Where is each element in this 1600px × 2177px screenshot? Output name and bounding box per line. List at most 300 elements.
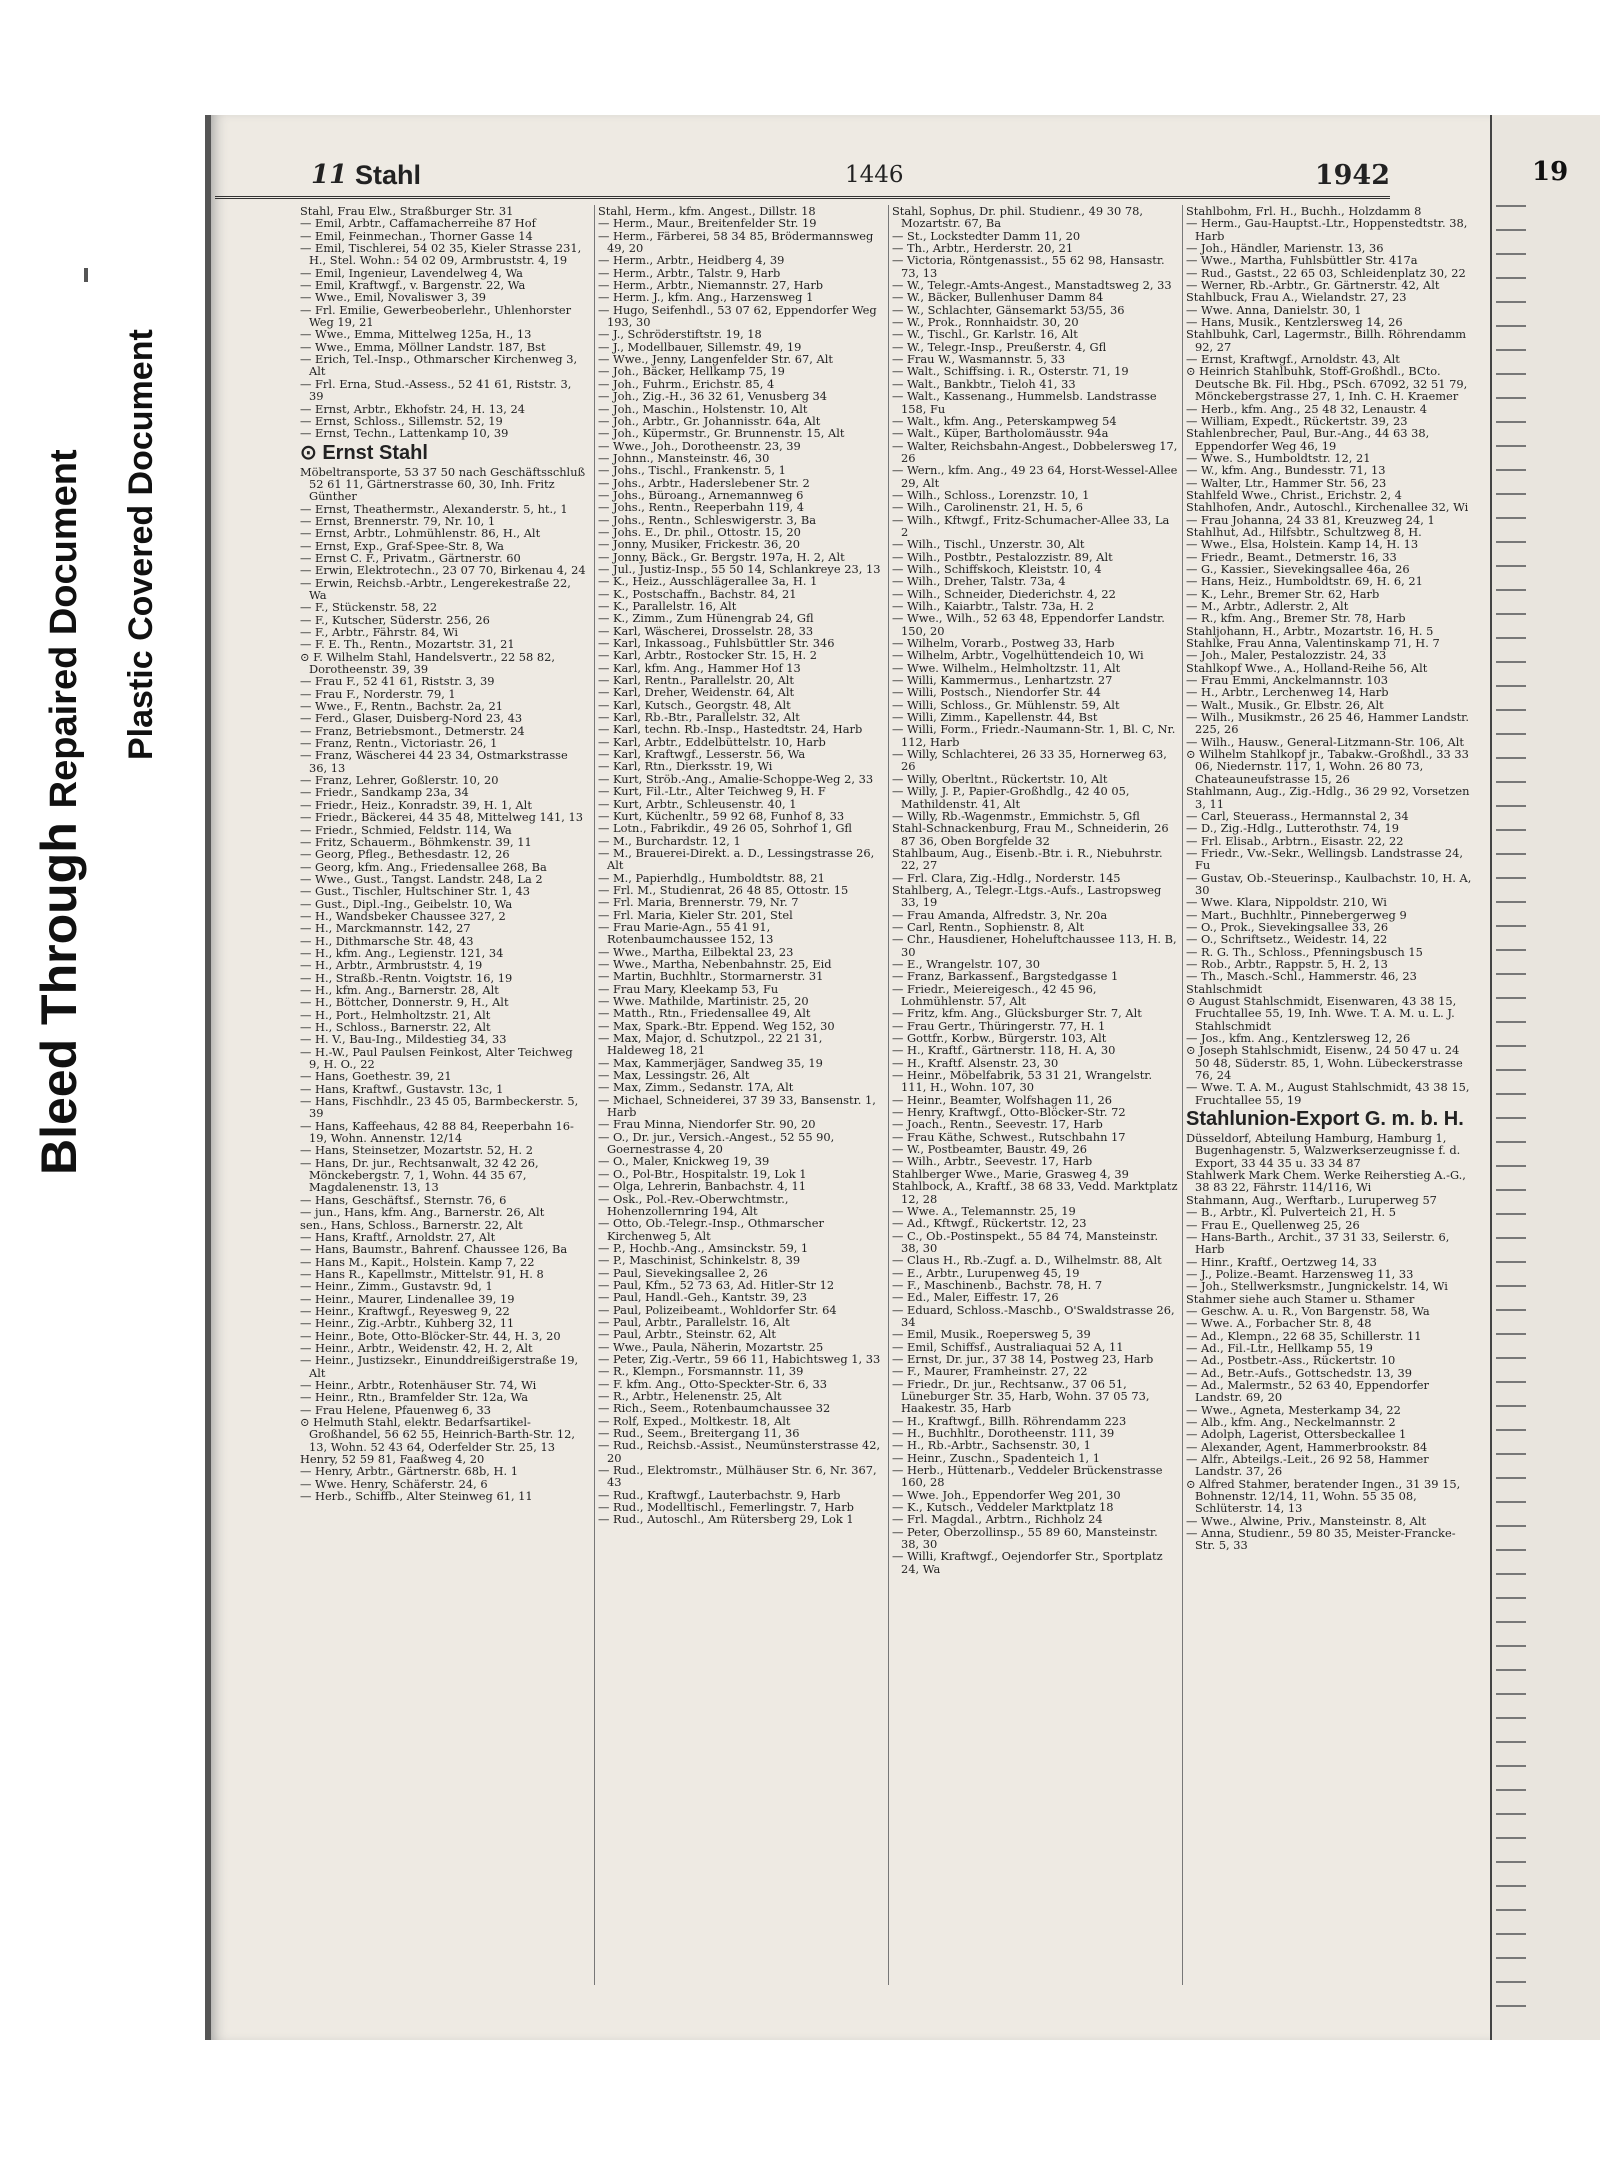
bleed-through-stamp bbox=[30, 449, 88, 1175]
directory-entry: sen., Hans, Schloss., Barnerstr. 22, Alt bbox=[300, 1217, 523, 1232]
directory-entry: — Heinr., Zuschn., Spadenteich 1, 1 bbox=[892, 1450, 1101, 1465]
directory-entry: — Frau F., 52 41 61, Riststr. 3, 39 bbox=[300, 674, 495, 689]
directory-entry: — Rud., Modelltischl., Femerlingstr. 7, Harb bbox=[598, 1500, 854, 1515]
directory-entry: — Wwe., Martha, Fuhlsbüttler Str. 417a bbox=[1186, 253, 1418, 268]
directory-entry: — Henry, Arbtr., Gärtnerstr. 68b, H. 1 bbox=[300, 1464, 518, 1479]
directory-entry: — Walt., Kassenang., Hummelsb. Landstrasse 158, Fu bbox=[892, 389, 1157, 416]
directory-entry: — Hans, Musik., Kentzlersweg 14, 26 bbox=[1186, 315, 1403, 330]
directory-entry: — Frl. Elisab., Arbtrn., Eisastr. 22, 22 bbox=[1186, 833, 1404, 848]
directory-entry: — Wilh., Schloss., Lorenzstr. 10, 1 bbox=[892, 487, 1090, 502]
directory-entry: — Adolph, Lagerist, Ottersbeckallee 1 bbox=[1186, 1427, 1407, 1442]
directory-entry: — Frl. Maria, Brennerstr. 79, Nr. 7 bbox=[598, 895, 799, 910]
directory-entry: Henry, 52 59 81, Faaßweg 4, 20 bbox=[300, 1452, 485, 1467]
directory-entry: — Max, Spark.-Btr. Eppend. Weg 152, 30 bbox=[598, 1018, 835, 1033]
directory-entry: — Frau W., Wasmannstr. 5, 33 bbox=[892, 352, 1066, 367]
directory-entry: — W., Bäcker, Bullenhuser Damm 84 bbox=[892, 290, 1104, 305]
directory-entry: — Wwe. Klara, Nippoldstr. 210, Wi bbox=[1186, 895, 1387, 910]
next-page-text-fragment bbox=[1496, 1285, 1526, 1287]
next-page-text-fragment bbox=[1496, 325, 1526, 327]
directory-entry: — Hans, Baumstr., Bahrenf. Chaussee 126, Ba bbox=[300, 1242, 568, 1257]
next-page-text-fragment bbox=[1496, 853, 1526, 855]
directory-entry: — Fritz, Schauerm., Böhmkenstr. 39, 11 bbox=[300, 834, 532, 849]
directory-entry: — R. G. Th., Schloss., Pfenningsbusch 15 bbox=[1186, 944, 1423, 959]
directory-entry: — Frau F., Norderstr. 79, 1 bbox=[300, 686, 456, 701]
directory-entry: — Ernst C. F., Privatm., Gärtnerstr. 60 bbox=[300, 550, 521, 565]
directory-entry: Stahljohann, H., Arbtr., Mozartstr. 16, H. 5 bbox=[1186, 623, 1434, 638]
next-page-text-fragment bbox=[1496, 565, 1526, 567]
directory-entry: — Werner, Rb.-Arbtr., Gr. Gärtnerstr. 42, Alt bbox=[1186, 278, 1440, 293]
directory-entry: — R., kfm. Ang., Bremer Str. 78, Harb bbox=[1186, 611, 1406, 626]
next-page-text-fragment bbox=[1496, 1813, 1526, 1815]
directory-entry: — Frau Mary, Kleekamp 53, Fu bbox=[598, 981, 779, 996]
next-page-text-fragment bbox=[1496, 1741, 1526, 1743]
next-page-text-fragment bbox=[1496, 1093, 1526, 1095]
directory-entry: — Claus H., Rb.-Zugf. a. D., Wilhelmstr. 88, Alt bbox=[892, 1253, 1162, 1268]
directory-entry: — O., Pol-Btr., Hospitalstr. 19, Lok 1 bbox=[598, 1166, 807, 1181]
directory-entry: — Frau Helene, Pfauenweg 6, 33 bbox=[300, 1402, 491, 1417]
directory-entry: — Ad., Kftwgf., Rückertstr. 12, 23 bbox=[892, 1216, 1087, 1231]
directory-entry: — Franz, Wäscherei 44 23 34, Ostmarkstrasse 36, 13 bbox=[300, 748, 568, 775]
directory-entry: — Ferd., Glaser, Duisberg-Nord 23, 43 bbox=[300, 711, 523, 726]
directory-entry: — Joh., Stellwerksmstr., Jungnickelstr. 14, Wi bbox=[1186, 1279, 1448, 1294]
directory-entry: — Joach., Rentn., Seevestr. 17, Harb bbox=[892, 1117, 1103, 1132]
directory-entry: — Johs., Arbtr., Haderslebener Str. 2 bbox=[598, 475, 810, 490]
next-page-text-fragment bbox=[1496, 733, 1526, 735]
directory-entry: Stahlwerk Mark Chem. Werke Reiherstieg A.-G., 38 83 22, Fährstr. 114/116, Wi bbox=[1186, 1168, 1466, 1195]
directory-entry: Stahmann, Aug., Werftarb., Luruperweg 57 bbox=[1186, 1192, 1437, 1207]
directory-entry: — Wilh., Arbtr., Seevestr. 17, Harb bbox=[892, 1154, 1093, 1169]
directory-entry: — Wilh., Schiffskoch, Kleiststr. 10, 4 bbox=[892, 561, 1102, 576]
next-page-text-fragment bbox=[1496, 1861, 1526, 1863]
directory-entry: — W., Prok., Ronnhaidstr. 30, 20 bbox=[892, 315, 1079, 330]
directory-entry: — J., Schröderstiftstr. 19, 18 bbox=[598, 327, 762, 342]
directory-entry: Stahlunion-Export G. m. b. H. bbox=[1186, 1108, 1464, 1131]
next-page-text-fragment bbox=[1496, 1045, 1526, 1047]
directory-entry: — Hans, Geschäftsf., Sternstr. 76, 6 bbox=[300, 1192, 507, 1207]
directory-entry: — Rud., Autoschl., Am Rütersberg 29, Lok 1 bbox=[598, 1512, 854, 1527]
directory-entry: — Ernst, Exp., Graf-Spee-Str. 8, Wa bbox=[300, 538, 504, 553]
directory-entry: — Heinr., Maurer, Lindenallee 39, 19 bbox=[300, 1291, 515, 1306]
directory-entry: — H. V., Bau-Ing., Mildestieg 34, 33 bbox=[300, 1032, 507, 1047]
directory-entry: — H., Port., Helmholtzstr. 21, Alt bbox=[300, 1007, 491, 1022]
directory-entry: — Frl. Erna, Stud.-Assess., 52 41 61, Riststr. 3, 39 bbox=[300, 376, 572, 404]
directory-entry: — Wilh., Musikmstr., 26 25 46, Hammer Landstr. 225, 26 bbox=[1186, 710, 1469, 737]
directory-entry: — Frau Marie-Agn., 55 41 91, Rotenbaumchaussee 152, 13 bbox=[598, 919, 774, 947]
directory-entry: — Herm., Arbtr., Talstr. 9, Harb bbox=[598, 265, 781, 280]
directory-entry: — H., Arbtr., Armbruststr. 4, 19 bbox=[300, 958, 483, 973]
next-page-text-fragment bbox=[1496, 1525, 1526, 1527]
next-page-text-fragment bbox=[1496, 397, 1526, 399]
directory-entry: — Henry, Kraftwgf., Otto-Blöcker-Str. 72 bbox=[892, 1105, 1126, 1120]
directory-entry: — Emil, Tischlerei, 54 02 35, Kieler Strasse 231, H., Stel. Wohn.: 54 02 09, Armbruststr. 4, 19 bbox=[300, 241, 582, 268]
directory-entry: — Wwe., Martha, Eilbektal 23, 23 bbox=[598, 944, 794, 959]
directory-entry: — Wilh., Schneider, Diederichstr. 4, 22 bbox=[892, 586, 1116, 601]
directory-entry: — O., Schriftsetz., Weidestr. 14, 22 bbox=[1186, 932, 1388, 947]
directory-entry: — Wilh., Postbtr., Pestalozzistr. 89, Alt bbox=[892, 549, 1113, 564]
next-page-text-fragment bbox=[1496, 205, 1526, 207]
directory-entry: — Heinr., Rtn., Bramfelder Str. 12a, Wa bbox=[300, 1390, 529, 1405]
directory-entry: — Peter, Zig.-Vertr., 59 66 11, Habichtsweg 1, 33 bbox=[598, 1351, 881, 1366]
directory-entry: — Mart., Buchhltr., Pinnebergerweg 9 bbox=[1186, 907, 1407, 922]
directory-entry: — Frau Minna, Niendorfer Str. 90, 20 bbox=[598, 1117, 816, 1132]
directory-entry: Möbeltransporte, 53 37 50 nach Geschäftsschluß 52 61 11, Gärtnerstrasse 60, 30, Inh. Fritz Günther bbox=[300, 464, 586, 504]
directory-entry: — Joh., Fuhrm., Erichstr. 85, 4 bbox=[598, 376, 775, 391]
directory-entry: — Karl, Rb.-Btr., Parallelstr. 32, Alt bbox=[598, 710, 800, 725]
directory-entry: — Walt., Musik., Gr. Elbstr. 26, Alt bbox=[1186, 697, 1384, 712]
directory-entry: — Gust., Dipl.-Ing., Geibelstr. 10, Wa bbox=[300, 896, 513, 911]
next-page-heading: 19 bbox=[1532, 157, 1569, 187]
directory-entry: — Wwe. A., Forbacher Str. 8, 48 bbox=[1186, 1316, 1372, 1331]
directory-entry: — Max, Zimm., Sedanstr. 17A, Alt bbox=[598, 1080, 794, 1095]
next-page-text-fragment bbox=[1496, 1981, 1526, 1983]
directory-entry: — Alfr., Abteilgs.-Leit., 26 92 58, Hammer Landstr. 37, 26 bbox=[1186, 1452, 1429, 1479]
directory-entry: — Fritz, kfm. Ang., Glücksburger Str. 7, Alt bbox=[892, 1006, 1142, 1021]
directory-entry: — Frl. M., Studienrat, 26 48 85, Ottostr. 15 bbox=[598, 882, 849, 897]
directory-entry: — Ernst, Arbtr., Ekhofstr. 24, H. 13, 24 bbox=[300, 401, 525, 416]
directory-entry: — Wilhelm, Arbtr., Vogelhüttendeich 10, Wi bbox=[892, 648, 1144, 663]
directory-entry: — Rob., Arbtr., Rappstr. 5, H. 2, 13 bbox=[1186, 956, 1388, 971]
next-page-text-fragment bbox=[1496, 1765, 1526, 1767]
next-page-text-fragment bbox=[1496, 1645, 1526, 1647]
directory-entry: — H., Schloss., Barnerstr. 22, Alt bbox=[300, 1020, 491, 1034]
directory-entry: — Anna, Studienr., 59 80 35, Meister-Francke-Str. 5, 33 bbox=[1186, 1526, 1456, 1553]
directory-entry: — Erwin, Reichsb.-Arbtr., Lengerekestraße 22, Wa bbox=[300, 575, 571, 602]
directory-entry: — Wwe., Emil, Novaliswег 3, 39 bbox=[300, 290, 486, 305]
directory-entry: — Karl, Wäscherei, Drosselstr. 28, 33 bbox=[598, 623, 814, 638]
directory-entry: — H., Wandsbeker Chaussee 327, 2 bbox=[300, 908, 506, 923]
next-page-text-fragment bbox=[1496, 493, 1526, 495]
directory-entry: — Joh., Maler, Pestalozzistr. 24, 33 bbox=[1186, 648, 1387, 663]
directory-entry: ⊙ Heinrich Stahlbuhk, Stoff-Großhdl., BCto. Deutsche Bk. Fil. Hbg., PSch. 67092, 32 51 79, Mönckebergstrasse 27, 1, Inh. C. H. Kraemer bbox=[1186, 364, 1468, 404]
directory-entry: — Ad., Malermstr., 52 63 40, Eppendorfer Landstr. 69, 20 bbox=[1186, 1377, 1429, 1405]
directory-entry: — St., Lockstedter Damm 11, 20 bbox=[892, 228, 1081, 243]
directory-entry: Stahl, Frau Elw., Straßburger Str. 31 bbox=[300, 205, 514, 218]
next-page-text-fragment bbox=[1496, 229, 1526, 231]
directory-entry: — jun., Hans, kfm. Ang., Barnerstr. 26, Alt bbox=[300, 1205, 545, 1220]
directory-entry: — Wwe., Wilh., 52 63 48, Eppendorfer Landstr. 150, 20 bbox=[892, 611, 1165, 638]
directory-entry: — Th., Masch.-Schl., Hammerstr. 46, 23 bbox=[1186, 969, 1417, 984]
directory-entry: — Frl. Emilie, Gewerbeoberlehr., Uhlenhorster Weg 19, 21 bbox=[300, 302, 572, 330]
next-page-text-fragment bbox=[1496, 709, 1526, 711]
directory-entry: — Johs. E., Dr. phil., Ottostr. 15, 20 bbox=[598, 524, 801, 539]
directory-entry: — Wwe. Wilhelm., Helmholtzstr. 11, Alt bbox=[892, 660, 1121, 675]
next-page-text-fragment bbox=[1496, 1237, 1526, 1239]
directory-entry: — Wwe. S., Humboldtstr. 12, 21 bbox=[1186, 450, 1371, 465]
directory-entry: — Paul, Handl.-Geh., Kantstr. 39, 23 bbox=[598, 1290, 807, 1305]
directory-entry: — Georg, Pfleg., Bethesdastr. 12, 26 bbox=[300, 847, 510, 862]
directory-entry: — Karl, Kraftwgf., Lesserstr. 56, Wa bbox=[598, 747, 806, 762]
directory-entry: — Herb., Schiffb., Alter Steinweg 61, 11 bbox=[300, 1489, 533, 1504]
next-page-text-fragment bbox=[1496, 1453, 1526, 1455]
directory-entry: Stahlmann, Aug., Zig.-Hdlg., 36 29 92, Vorsetzen 3, 11 bbox=[1186, 784, 1470, 811]
directory-entry: — F., Kutscher, Süderstr. 256, 26 bbox=[300, 612, 490, 627]
directory-entry: — R., Arbtr., Helenenstr. 25, Alt bbox=[598, 1389, 782, 1403]
directory-entry: — Johs., Rentn., Reeperbahn 119, 4 bbox=[598, 500, 805, 515]
next-page-text-fragment bbox=[1496, 685, 1526, 687]
next-page-text-fragment bbox=[1496, 925, 1526, 927]
directory-entry: — Max, Major, d. Schutzpol., 22 21 31, Haldeweg 18, 21 bbox=[598, 1031, 823, 1058]
directory-entry: — Jonny, Musiker, Frickestr. 36, 20 bbox=[598, 537, 800, 552]
directory-entry: — J., Modellbauer, Sillemstr. 49, 19 bbox=[598, 339, 802, 354]
directory-entry: — R., Klempn., Forsmannstr. 11, 39 bbox=[598, 1364, 804, 1379]
directory-entry: — F. E. Th., Rentn., Mozartstr. 31, 21 bbox=[300, 637, 515, 652]
directory-entry: Stahlhofen, Andr., Autoschl., Kirchenallee 32, Wi bbox=[1186, 500, 1469, 515]
directory-entry: — Walter, Reichsbahn-Angest., Dobbelersweg 17, 26 bbox=[892, 438, 1178, 465]
directory-entry: — Wwe. Anna, Danielstr. 30, 1 bbox=[1186, 302, 1362, 317]
directory-entry: — Willi, Form., Friedr.-Naumann-Str. 1, Bl. C, Nr. 112, Harb bbox=[892, 722, 1176, 749]
directory-entry: — Heinr., Möbelfabrik, 53 31 21, Wrangelstr. 111, H., Wohn. 107, 30 bbox=[892, 1068, 1153, 1095]
directory-entry: — Eduard, Schloss.-Maschb., O'Swaldstrasse 26, 34 bbox=[892, 1302, 1175, 1329]
directory-entry: — Hans, Steinsetzer, Mozartstr. 52, H. 2 bbox=[300, 1143, 533, 1158]
directory-entry: — Heinr., Arbtr., Rotenhäuser Str. 74, Wi bbox=[300, 1377, 537, 1392]
next-page-text-fragment bbox=[1496, 1573, 1526, 1575]
directory-entry: — W., kfm. Ang., Bundesstr. 71, 13 bbox=[1186, 463, 1386, 478]
next-page-text-fragment bbox=[1496, 541, 1526, 543]
next-page-text-fragment bbox=[1496, 1357, 1526, 1359]
next-page-sliver bbox=[1490, 115, 1600, 2040]
directory-entry: — Otto, Ob.-Telegr.-Insp., Othmarscher Kirchenweg 5, Alt bbox=[598, 1216, 824, 1243]
directory-entry: — Walter, Ltr., Hammer Str. 56, 23 bbox=[1186, 475, 1387, 490]
directory-entry: — Heinr., Arbtr., Weidenstr. 42, H. 2, Alt bbox=[300, 1340, 533, 1355]
directory-entry: Stahlenbrecher, Paul, Bur.-Ang., 44 63 38, Eppendorfer Weg 46, 19 bbox=[1186, 426, 1430, 453]
directory-entry: — H., Straßb.-Rentn. Voigtstr. 16, 19 bbox=[300, 970, 513, 985]
directory-entry: — Joh., Maschin., Holstenstr. 10, Alt bbox=[598, 401, 808, 416]
next-page-text-fragment bbox=[1496, 757, 1526, 759]
directory-entry: — K., Parallelstr. 16, Alt bbox=[598, 599, 737, 613]
directory-entry: Stahlfeld Wwe., Christ., Erichstr. 2, 4 bbox=[1186, 487, 1402, 502]
directory-entry: — Wilh., Dreher, Talstr. 73a, 4 bbox=[892, 574, 1066, 589]
directory-entry: ⊙ F. Wilhelm Stahl, Handelsvertr., 22 58 82, Dorotheenstr. 39, 39 bbox=[300, 649, 556, 677]
directory-entry: — Wilh., Kaiarbtr., Talstr. 73a, H. 2 bbox=[892, 599, 1095, 613]
directory-entry: — E., Wrangelstr. 107, 30 bbox=[892, 956, 1040, 971]
directory-entry: — O., Prok., Sievekingsallee 33, 26 bbox=[1186, 919, 1389, 934]
directory-entry: — Lotn., Fabrikdir., 49 26 05, Sohrhof 1, Gfl bbox=[598, 821, 853, 836]
directory-entry: Stahlbohm, Frl. H., Buchh., Holzdamm 8 bbox=[1186, 205, 1422, 218]
next-page-text-fragment bbox=[1496, 1669, 1526, 1671]
directory-entry: — W., Telegr.-Insp., Preußerstr. 4, Gfl bbox=[892, 339, 1107, 354]
next-page-text-fragment bbox=[1496, 1309, 1526, 1311]
directory-entry: — F., Arbtr., Fährstr. 84, Wi bbox=[300, 625, 459, 639]
next-page-text-fragment bbox=[1496, 253, 1526, 255]
directory-entry: — Wwe. Joh., Eppendorfer Weg 201, 30 bbox=[892, 1487, 1121, 1502]
directory-entry: — Hugo, Seifenhdl., 53 07 62, Eppendorfer Weg 193, 30 bbox=[598, 302, 877, 330]
directory-entry: — Herm., Arbtr., Niemannstr. 27, Harb bbox=[598, 278, 824, 293]
directory-entry: — Willy, Oberltnt., Rückertstr. 10, Alt bbox=[892, 771, 1108, 786]
directory-entry: — Karl, Dreher, Weidenstr. 64, Alt bbox=[598, 685, 795, 700]
directory-entry: — O., Maler, Knickweg 19, 39 bbox=[598, 1154, 770, 1169]
next-page-text-fragment bbox=[1496, 589, 1526, 591]
next-page-text-fragment bbox=[1496, 781, 1526, 783]
next-page-text-fragment bbox=[1496, 1549, 1526, 1551]
directory-entry: — P., Maschinist, Schinkelstr. 8, 39 bbox=[598, 1253, 801, 1268]
directory-entry: — D., Zig.-Hdlg., Lutterothstr. 74, 19 bbox=[1186, 821, 1400, 836]
directory-entry: — Friedr., Bäckerei, 44 35 48, Mittelweg 141, 13 bbox=[300, 810, 584, 825]
directory-entry: — H., Buchhltr., Dorotheenstr. 111, 39 bbox=[892, 1426, 1115, 1441]
next-page-text-fragment bbox=[1496, 349, 1526, 351]
directory-entry: — Heinr., Zimm., Gustavstr. 9d, 1 bbox=[300, 1279, 493, 1294]
directory-entry: — Max, Lessingstr. 26, Alt bbox=[598, 1068, 750, 1083]
directory-entry: — W., Schlachter, Gänsemarkt 53/55, 36 bbox=[892, 302, 1125, 317]
directory-entry: — Franz, Lehrer, Goßlerstr. 10, 20 bbox=[300, 773, 499, 788]
directory-entry: — Osk., Pol.-Rev.-Oberwchtmstr., Hohenzollernring 194, Alt bbox=[598, 1191, 789, 1218]
next-page-text-fragment bbox=[1496, 1621, 1526, 1623]
next-page-text-fragment bbox=[1496, 1381, 1526, 1383]
directory-entry: — Karl, Inkassoag., Fuhlsbüttler Str. 346 bbox=[598, 636, 835, 651]
directory-entry: — G., Kassier., Sievekingsallee 46a, 26 bbox=[1186, 561, 1410, 576]
directory-entry: — Kurt, Arbtr., Schleusenstr. 40, 1 bbox=[598, 796, 797, 811]
directory-entry: — M., Arbtr., Adlerstr. 2, Alt bbox=[1186, 599, 1349, 613]
directory-entry: — Gottfr., Korbw., Bürgerstr. 103, Alt bbox=[892, 1031, 1107, 1046]
directory-entry: — Ernst, Kraftwgf., Arnoldstr. 43, Alt bbox=[1186, 352, 1400, 367]
next-page-text-fragment bbox=[1496, 1957, 1526, 1959]
directory-entry: — Joh., Bäcker, Hellkamp 75, 19 bbox=[598, 364, 785, 379]
directory-entry: — Johs., Tischl., Frankenstr. 5, 1 bbox=[598, 463, 786, 478]
directory-entry: — Karl, kfm. Ang., Hammer Hof 13 bbox=[598, 660, 801, 675]
directory-entry: — Herb., kfm. Ang., 25 48 32, Lenaustr. 4 bbox=[1186, 401, 1427, 416]
directory-entry: — Paul, Arbtr., Parallelstr. 16, Alt bbox=[598, 1314, 790, 1329]
directory-entry: — Wwe., Joh., Dorotheenstr. 23, 39 bbox=[598, 438, 801, 453]
next-page-text-fragment bbox=[1496, 973, 1526, 975]
directory-entry: — Franz, Barkassenf., Bargstedgasse 1 bbox=[892, 969, 1119, 984]
directory-entry: — Wwe., F., Rentn., Bachstr. 2a, 21 bbox=[300, 699, 503, 714]
directory-entry: — Olga, Lehrerin, Banbachstr. 4, 11 bbox=[598, 1179, 806, 1194]
next-page-text-fragment bbox=[1496, 1165, 1526, 1167]
directory-entry: — Walt., Küper, Bartholomäusstr. 94a bbox=[892, 426, 1109, 441]
directory-entry: — Jos., kfm. Ang., Kentzlersweg 12, 26 bbox=[1186, 1031, 1411, 1046]
directory-entry: — Friedr., Beamt., Detmerstr. 16, 33 bbox=[1186, 549, 1397, 564]
directory-entry: — K., Heiz., Ausschlägerallee 3a, H. 1 bbox=[598, 574, 818, 589]
directory-entry: ⊙ Wilhelm Stahlkopf jr., Tabakw.-Großhdl., 33 33 06, Niedernstr. 117, 1, Wohn. 26 80 73, Chateauneufstrasse 15, 26 bbox=[1186, 747, 1469, 786]
header-page-number: 1446 bbox=[845, 162, 904, 188]
directory-entry: — Friedr., Vw.-Sekr., Wellingsb. Landstrasse 24, Fu bbox=[1186, 845, 1463, 873]
page-header bbox=[215, 160, 1390, 199]
directory-entry: — Hans M., Kapit., Holstein. Kamp 7, 22 bbox=[300, 1254, 535, 1269]
directory-entry: — Heinr., Zig.-Arbtr., Kuhberg 32, 11 bbox=[300, 1316, 515, 1331]
directory-entry: — Rich., Seem., Rotenbaumchaussee 32 bbox=[598, 1401, 831, 1416]
directory-entry: — Wwe., Alwine, Priv., Mansteinstr. 8, Alt bbox=[1186, 1513, 1427, 1528]
directory-entry: — Franz, Betriebsmont., Detmerstr. 24 bbox=[300, 723, 525, 738]
directory-entry: — Herm., Färberei, 58 34 85, Brödermannsweg 49, 20 bbox=[598, 228, 874, 256]
directory-entry: Stahlhut, Ad., Hilfsbtr., Schultzweg 8, H. bbox=[1186, 524, 1422, 539]
directory-entry: — Wwe. A., Telemannstr. 25, 19 bbox=[892, 1203, 1076, 1218]
directory-entry: — F., Maurer, Framheinstr. 27, 22 bbox=[892, 1364, 1088, 1379]
directory-entry: — W., Telegr.-Amts-Angest., Manstadtsweg 2, 33 bbox=[892, 278, 1172, 293]
next-page-text-fragment bbox=[1496, 1837, 1526, 1839]
directory-entry: Stahlbuhk, Carl, Lagermstr., Billh. Röhrendamm 92, 27 bbox=[1186, 327, 1467, 354]
directory-entry: — K., Zimm., Zum Hünengrab 24, Gfl bbox=[598, 611, 814, 626]
directory-entry: — Karl, Rentn., Parallelstr. 20, Alt bbox=[598, 673, 794, 688]
directory-entry: — Wilh., Carolinenstr. 21, H. 5, 6 bbox=[892, 500, 1084, 515]
directory-entry: — Ernst, Brennerstr. 79, Nr. 10, 1 bbox=[300, 513, 496, 528]
directory-entry: — Karl, Kutsch., Georgstr. 48, Alt bbox=[598, 697, 791, 712]
directory-entry: — Victoria, Röntgenassist., 55 62 98, Hansastr. 73, 13 bbox=[892, 253, 1165, 280]
directory-entry: — H., Marckmannstr. 142, 27 bbox=[300, 921, 471, 936]
directory-entry: — Friedr., Sandkamp 23a, 34 bbox=[300, 785, 469, 800]
directory-entry: — Ad., Betr.-Aufs., Gottschedstr. 13, 39 bbox=[1186, 1365, 1413, 1380]
directory-entry: — Joh., Zig.-H., 36 32 61, Venusberg 34 bbox=[598, 389, 828, 404]
directory-entry: — Rud., Kraftwgf., Lauterbachstr. 9, Harb bbox=[598, 1487, 841, 1502]
directory-entry: — Hans, Kraftwf., Gustavstr. 13c, 1 bbox=[300, 1081, 504, 1096]
next-page-text-fragment bbox=[1496, 373, 1526, 375]
next-page-text-fragment bbox=[1496, 661, 1526, 663]
directory-entry: — Heinr., Kraftwgf., Reyesweg 9, 22 bbox=[300, 1303, 510, 1318]
directory-entry: — Ad., Postbetr.-Ass., Rückertstr. 10 bbox=[1186, 1353, 1396, 1368]
directory-entry: Stahlberg, A., Telegr.-Ltgs.-Aufs., Lastropsweg 33, 19 bbox=[892, 882, 1162, 910]
directory-entry: — Wilh., Hausw., General-Litzmann-Str. 106, Alt bbox=[1186, 734, 1464, 749]
directory-entry: — Rud., Gastst., 22 65 03, Schleidenplatz 30, 22 bbox=[1186, 265, 1466, 280]
next-page-text-fragment bbox=[1496, 1117, 1526, 1119]
directory-entry: — Joh., Küpermstr., Gr. Brunnenstr. 15, Alt bbox=[598, 426, 845, 441]
directory-entry: — Martin, Buchhltr., Stormarnerstr. 31 bbox=[598, 969, 824, 984]
directory-entry: — K., Lehr., Bremer Str. 62, Harb bbox=[1186, 586, 1380, 601]
directory-entry: — Frl. Clara, Zig.-Hdlg., Norderstr. 145 bbox=[892, 870, 1121, 885]
directory-entry: — Friedr., Heiz., Konradstr. 39, H. 1, Alt bbox=[300, 797, 532, 812]
directory-entry: — Rud., Seem., Breitergang 11, 36 bbox=[598, 1426, 800, 1441]
directory-entry: — Herm., Gau-Hauptst.-Ltr., Hoppenstedtstr. 38, Harb bbox=[1186, 216, 1468, 243]
directory-entry: ⊙ Alfred Stahmer, beratender Ingen., 31 39 15, Bohnenstr. 12/14, 11, Wohn. 55 35 08, Schlüterstr. 14, 13 bbox=[1186, 1476, 1461, 1516]
directory-entry: — Willi, Postsch., Niendorfer Str. 44 bbox=[892, 685, 1101, 700]
next-page-text-fragment bbox=[1496, 1261, 1526, 1263]
directory-entry: Stahlberger Wwe., Marie, Grasweg 4, 39 bbox=[892, 1166, 1129, 1181]
directory-entry: — Karl, Arbtr., Eddelbüttelstr. 10, Harb bbox=[598, 734, 826, 749]
directory-entry: — Ernst, Dr. jur., 37 38 14, Postweg 23, Harb bbox=[892, 1351, 1154, 1366]
directory-entry: — Alb., kfm. Ang., Neckelmannstr. 2 bbox=[1186, 1415, 1396, 1429]
margin-stamp-area bbox=[0, 0, 205, 2177]
directory-entry: — Ad., Fil.-Ltr., Hellkamp 55, 19 bbox=[1186, 1340, 1373, 1355]
directory-entry: — Matth., Rtn., Friedensallee 49, Alt bbox=[598, 1006, 811, 1021]
directory-entry: — Willy, Schlachterei, 26 33 35, Hornerweg 63, 26 bbox=[892, 747, 1167, 774]
header-year: 1942 bbox=[1314, 160, 1390, 191]
directory-entry: — Walt., kfm. Ang., Peterskampweg 54 bbox=[892, 413, 1117, 428]
directory-entry: — Frau Amanda, Alfredstr. 3, Nr. 20a bbox=[892, 907, 1108, 922]
directory-entry: — Frau Johanna, 24 33 81, Kreuzweg 24, 1 bbox=[1186, 512, 1435, 527]
directory-entry: — Th., Arbtr., Herderstr. 20, 21 bbox=[892, 241, 1074, 256]
directory-entry: Stahlkopf Wwe., A., Holland-Reihe 56, Alt bbox=[1186, 660, 1428, 675]
directory-entry: — Ernst, Theathermstr., Alexanderstr. 5, ht., 1 bbox=[300, 501, 568, 516]
directory-entry: — Joh., Arbtr., Gr. Johannisstr. 64a, Alt bbox=[598, 413, 821, 428]
directory-entry: — C., Ob.-Postinspekt., 55 84 74, Mansteinstr. 38, 30 bbox=[892, 1228, 1159, 1255]
margin-tick bbox=[84, 268, 88, 282]
directory-entry: — Paul, Kfm., 52 73 63, Ad. Hitler-Str 12 bbox=[598, 1277, 835, 1292]
directory-entry: — E., Arbtr., Lurupenweg 45, 19 bbox=[892, 1265, 1080, 1280]
directory-entry: — Wwe. T. A. M., August Stahlschmidt, 43 38 15, Fruchtallee 55, 19 bbox=[1186, 1080, 1470, 1107]
directory-entry: — F., Maschinenb., Bachstr. 78, H. 7 bbox=[892, 1277, 1103, 1292]
directory-entry: — Wwe., Emma, Mittelweg 125a, H., 13 bbox=[300, 327, 532, 342]
next-page-text-fragment bbox=[1496, 805, 1526, 807]
directory-entry: — Herm., Arbtr., Heidberg 4, 39 bbox=[598, 253, 785, 268]
next-page-text-fragment bbox=[1496, 637, 1526, 639]
directory-entry: — Ernst, Arbtr., Lohmühlenstr. 86, H., Alt bbox=[300, 526, 541, 541]
directory-entry: — Karl, techn. Rb.-Insp., Hastedtstr. 24, Harb bbox=[598, 722, 863, 737]
directory-entry: — Emil, Arbtr., Caffamacherreihe 87 Hof bbox=[300, 216, 536, 231]
directory-entry: — Rud., Elektromstr., Mülhäuser Str. 6, Nr. 367, 43 bbox=[598, 1463, 877, 1490]
header-surname: Stahl bbox=[355, 160, 422, 190]
directory-entry: — Wwe., Paula, Näherin, Mozartstr. 25 bbox=[598, 1339, 824, 1354]
directory-entry: — Hans, Goethestr. 39, 21 bbox=[300, 1069, 452, 1084]
directory-entry: — Friedr., Dr. jur., Rechtsanw., 37 06 51, Lüneburger Str. 35, Harb, Wohn. 37 05 73, Haakestr. 35, Harb bbox=[892, 1376, 1150, 1416]
directory-entry: — Ad., Klempn., 22 68 35, Schillerstr. 11 bbox=[1186, 1328, 1422, 1343]
directory-entry: — Hans-Barth., Archit., 37 31 33, Seilerstr. 6, Harb bbox=[1186, 1229, 1450, 1257]
directory-entry: — Wwe. Mathilde, Martinistr. 25, 20 bbox=[598, 994, 809, 1008]
next-page-text-fragment bbox=[1496, 1069, 1526, 1071]
stamp-main-text: Bleed Through bbox=[31, 822, 87, 1175]
directory-entry: — Frau Gertr., Thüringerstr. 77, H. 1 bbox=[892, 1018, 1106, 1033]
directory-entry: — Paul, Polizeibeamt., Wohldorfer Str. 64 bbox=[598, 1302, 837, 1317]
directory-entry: Stahlke, Frau Anna, Valentinskamp 71, H. 7 bbox=[1186, 636, 1440, 651]
directory-entry: — Ed., Maler, Eiffestr. 17, 26 bbox=[892, 1290, 1059, 1305]
directory-entry: — W., Tischl., Gr. Karlstr. 16, Alt bbox=[892, 327, 1078, 342]
directory-entry: — Heinr., Beamter, Wolfshagen 11, 26 bbox=[892, 1092, 1113, 1107]
